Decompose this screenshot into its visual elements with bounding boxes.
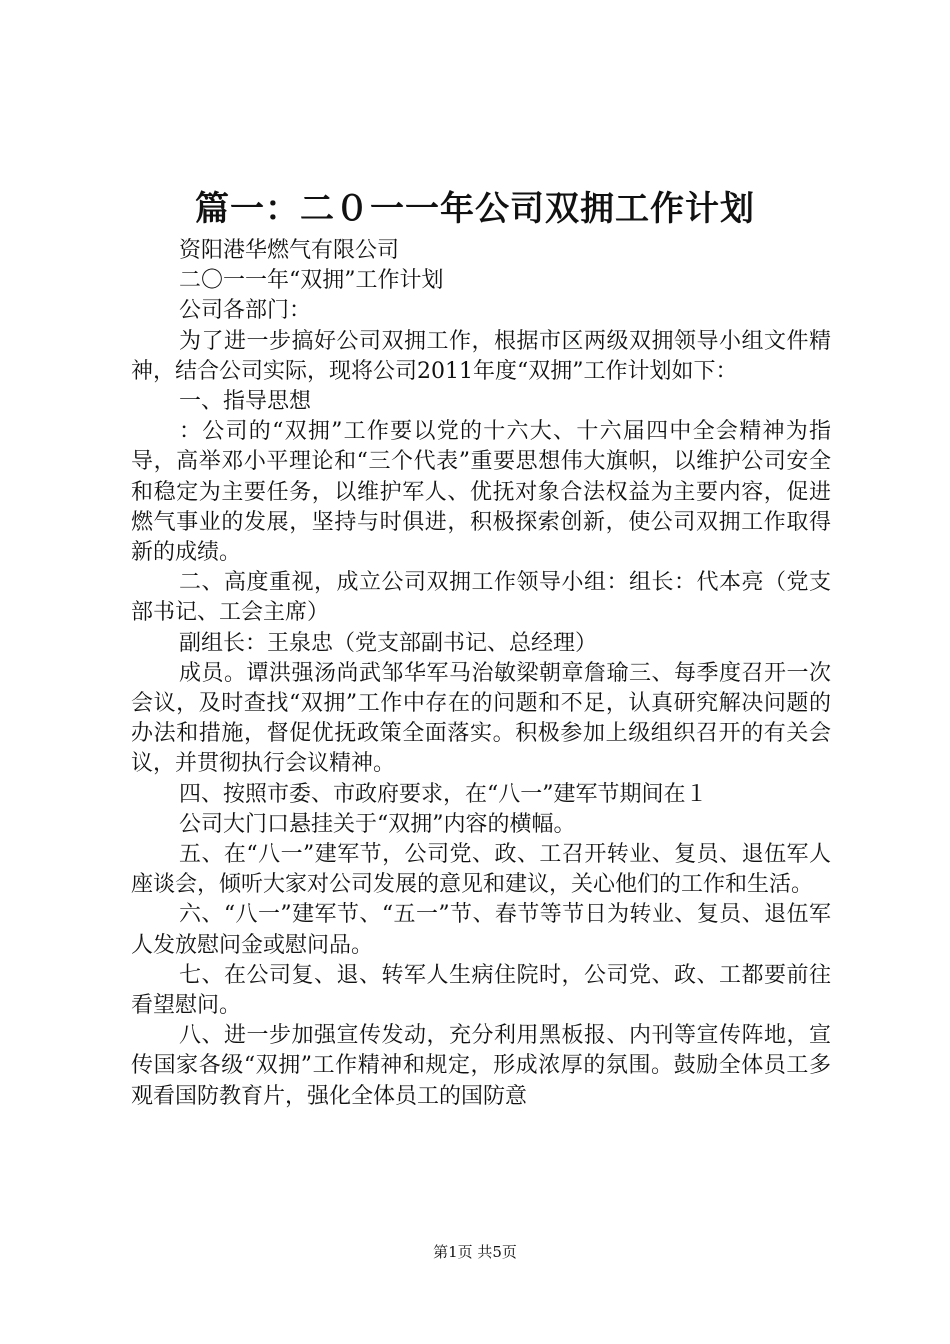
paragraph-company-name: 资阳港华燃气有限公司 [179, 238, 400, 263]
paragraph-section-1-body: ：公司的“双拥”工作要以党的十六大、十六届四中全会精神为指导，高举邓小平理论和“三个代表”重要思想伟大旗帜，以维护公司安全和稳定为主要任务，以维护军人、优抚对象合法权益为主要内容，促进燃气事业的发展，坚持与时俱进，积极探索创新，使公司双拥工作取得新的成绩。 [131, 419, 831, 566]
paragraph-salutation: 公司各部门： [179, 298, 312, 324]
paragraph-section-1-heading: 一、指导思想 [179, 389, 312, 415]
paragraph-section-4: 四、按照市委、市政府要求，在“八一”建军节期间在１ [179, 781, 708, 807]
document-body [131, 236, 831, 1112]
paragraph-deputy-leader: 副组长：王泉忠（党支部副书记、总经理） [179, 630, 598, 656]
paragraph-section-7: 七、在公司复、退、转军人生病住院时，公司党、政、工都要前往看望慰问。 [131, 962, 831, 1019]
paragraph-members-section-3: 成员。谭洪强汤尚武邹华军马治敏梁朝章詹瑜三、每季度召开一次会议，及时查找“双拥”工作中存在的问题和不足，认真研究解决问题的办法和措施，督促优抚政策全面落实。积极参加上级组织召开的有关会议，并贯彻执行会议精神。 [131, 660, 831, 777]
document-title: 篇一：二０一一年公司双拥工作计划 [195, 189, 755, 229]
paragraph-section-6: 六、“八一”建军节、“五一”节、春节等节日为转业、复员、退伍军人发放慰问金或慰问品。 [131, 902, 831, 958]
page-footer: 第1页 共5页 [433, 1243, 517, 1261]
paragraph-section-4-cont: 公司大门口悬挂关于“双拥”内容的横幅。 [179, 811, 576, 837]
paragraph-section-8: 八、进一步加强宣传发动，充分利用黑板报、内刊等宣传阵地，宣传国家各级“双拥”工作精神和规定，形成浓厚的氛围。鼓励全体员工多观看国防教育片，强化全体员工的国防意 [131, 1023, 831, 1109]
paragraph-intro: 为了进一步搞好公司双拥工作，根据市区两级双拥领导小组文件精神，结合公司实际，现将公司2011年度“双拥”工作计划如下： [131, 328, 831, 384]
paragraph-plan-title: 二〇一一年“双拥”工作计划 [179, 268, 444, 294]
paragraph-section-5: 五、在“八一”建军节，公司党、政、工召开转业、复员、退伍军人座谈会，倾听大家对公司发展的意见和建议，关心他们的工作和生活。 [131, 842, 831, 898]
paragraph-section-2: 二、高度重视，成立公司双拥工作领导小组：组长：代本亮（党支部书记、工会主席） [131, 570, 831, 626]
